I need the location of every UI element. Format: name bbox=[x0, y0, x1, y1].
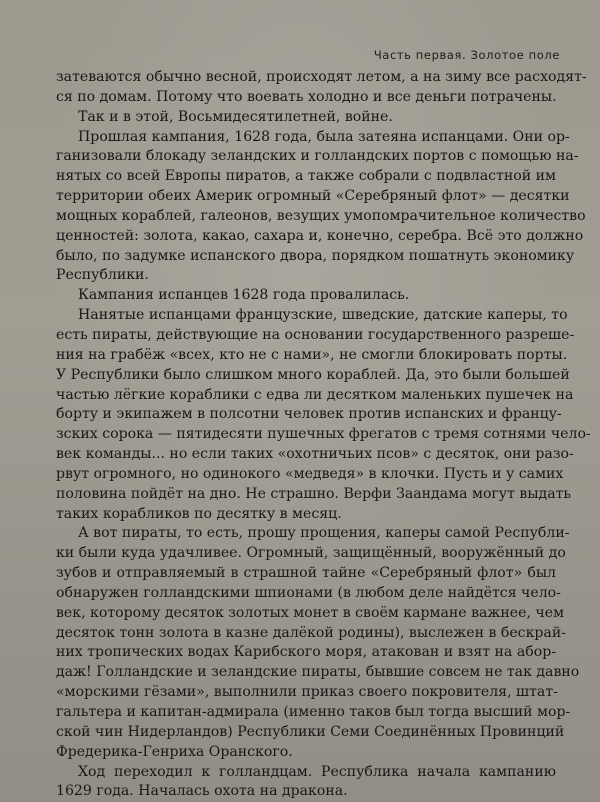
text-line: мощных кораблей, галеонов, везущих умопомрачительное количество bbox=[56, 207, 586, 224]
text-line: У Республики было слишком много кораблей. Да, это были большей bbox=[56, 366, 570, 383]
text-line: было, по задумке испанского двора, порядком пошатнуть экономику bbox=[56, 247, 575, 264]
text-line: Прошлая кампания, 1628 года, была затеяна испанцами. Они ор- bbox=[78, 128, 570, 145]
paragraph bbox=[56, 68, 587, 108]
text-line: Нанятые испанцами французские, шведские, датские каперы, то bbox=[78, 307, 568, 324]
running-head: Часть первая. Золотое поле bbox=[373, 48, 560, 62]
text-line: 1629 года. Началась охота на дракона. bbox=[56, 783, 348, 800]
text-line: Республики. bbox=[56, 267, 149, 284]
text-line: Ход переходил к голландцам. Республика начала кампанию bbox=[78, 763, 556, 780]
text-line: нятых со всей Европы пиратов, а также собрали с подвластной им bbox=[56, 168, 556, 185]
text-line: зских сорока — пятидесяти пушечных фрегатов с тремя сотнями чело- bbox=[56, 426, 591, 443]
text-line: рвут огромного, но одинокого «медведя» в клочки. Пусть и у самих bbox=[56, 465, 564, 482]
paragraph bbox=[56, 524, 580, 762]
text-line: зубов и отправляемый в страшной тайне «Серебряный флот» был bbox=[56, 565, 556, 582]
text-line: борту и экипажем в полсотни человек против испанских и францу- bbox=[56, 406, 562, 423]
paragraph bbox=[56, 286, 556, 306]
text-line: ской чин Нидерландов) Республики Семи Соединённых Провинций bbox=[56, 723, 565, 740]
text-line: них тропических водах Карибского моря, атакован и взят на абор- bbox=[56, 644, 556, 661]
text-line: ценностей: золота, какао, сахара и, конечно, серебра. Всё это должно bbox=[56, 227, 584, 244]
paragraph bbox=[56, 128, 586, 287]
text-line: ния на грабёж «всех, кто не с нами», не смогли блокировать порты. bbox=[56, 346, 568, 363]
text-line: десяток тонн золота в казне далёкой родины), выслежен в бескрай- bbox=[56, 624, 566, 641]
text-line: «морскими гёзами», выполнили приказ своего покровителя, штат- bbox=[56, 684, 558, 701]
text-line: даж! Голландские и зеландские пираты, бывшие совсем не так давно bbox=[56, 664, 580, 681]
text-line: затеваются обычно весной, происходят летом, а на зиму все расходят- bbox=[56, 69, 587, 85]
text-line: таких корабликов по десятку в месяц. bbox=[56, 505, 342, 522]
text-line: ки были куда удачливее. Огромный, защищённый, вооружённый до bbox=[56, 545, 566, 562]
paragraph bbox=[56, 108, 556, 128]
text-line: век, которому десяток золотых монет в своём кармане важнее, чем bbox=[56, 604, 565, 621]
text-line: обнаружен голландскими шпионами (в любом деле найдётся чело- bbox=[56, 584, 561, 601]
text-line: Так и в этой, Восьмидесятилетней, войне. bbox=[78, 108, 393, 125]
paragraph bbox=[56, 306, 591, 524]
text-line: век команды... но если таких «охотничьих псов» с десяток, они разо- bbox=[56, 446, 574, 463]
text-line: ся по домам. Потому что воевать холодно и все деньги потрачены. bbox=[56, 88, 557, 105]
paragraph bbox=[56, 763, 556, 802]
text-line: ганизовали блокаду зеландских и голландских портов с помощью на- bbox=[56, 148, 579, 165]
text-line: А вот пираты, то есть, прошу прощения, каперы самой Республи- bbox=[78, 525, 570, 542]
text-line: Кампания испанцев 1628 года провалилась. bbox=[78, 287, 410, 304]
text-line: есть пираты, действующие на основании государственного разреше- bbox=[56, 326, 575, 343]
text-line: Фредерика-Генриха Оранского. bbox=[56, 743, 293, 760]
text-line: половина пойдёт на дно. Не страшно. Верфи Заандама могут выдать bbox=[56, 485, 572, 502]
text-line: территории обеих Америк огромный «Серебряный флот» — десятки bbox=[56, 188, 570, 205]
text-line: гальтера и капитан-адмирала (именно таков был тогда высший мор- bbox=[56, 704, 571, 720]
body-text bbox=[56, 68, 591, 802]
text-line: частью лёгкие кораблики с едва ли десятком маленьких пушечек на bbox=[56, 386, 574, 403]
